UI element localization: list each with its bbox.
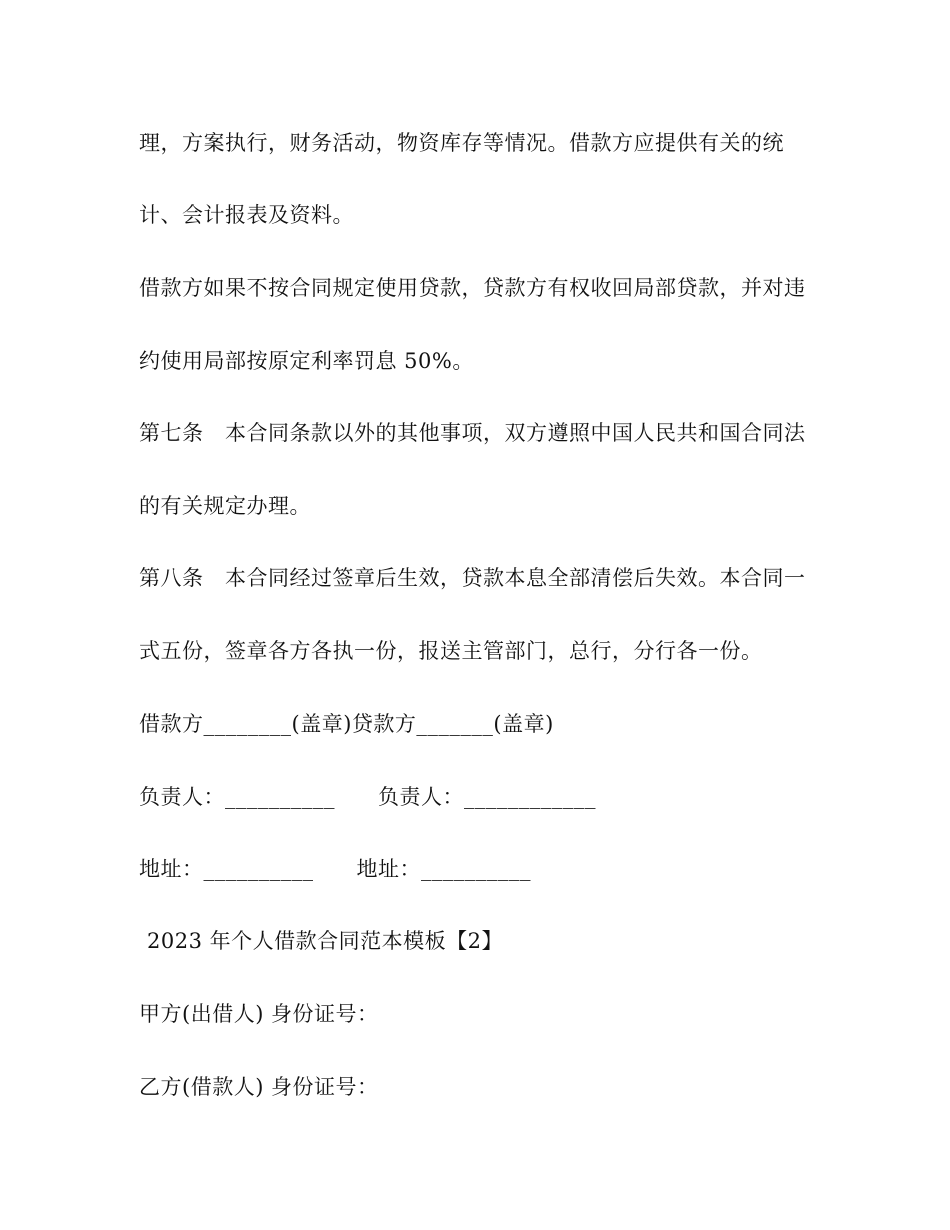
- responsible-person-line: 负责人：__________ 负责人：____________: [139, 785, 596, 809]
- paragraph-line: 约使用局部按原定利率罚息 50%。: [139, 349, 474, 373]
- lender-id-line: 甲方(出借人) 身份证号：: [139, 1002, 379, 1026]
- paragraph-line: 的有关规定办理。: [139, 494, 311, 518]
- paragraph-line: 借款方如果不按合同规定使用贷款，贷款方有权收回局部贷款，并对违: [139, 276, 806, 300]
- borrower-id-line: 乙方(借款人) 身份证号：: [139, 1075, 379, 1099]
- paragraph-line: 式五份，签章各方各执一份，报送主管部门，总行，分行各一份。: [139, 639, 763, 663]
- article-seven-line: 第七条 本合同条款以外的其他事项，双方遵照中国人民共和国合同法: [139, 421, 806, 445]
- signature-parties-line: 借款方________(盖章)贷款方_______(盖章): [139, 712, 554, 736]
- article-eight-line: 第八条 本合同经过签章后生效，贷款本息全部清偿后失效。本合同一: [139, 566, 806, 590]
- address-line: 地址：__________ 地址：__________: [139, 857, 531, 881]
- paragraph-line: 理，方案执行，财务活动，物资库存等情况。借款方应提供有关的统: [139, 131, 784, 155]
- paragraph-line: 计、会计报表及资料。: [139, 203, 354, 227]
- section-title: 2023 年个人借款合同范本模板【2】: [147, 929, 503, 953]
